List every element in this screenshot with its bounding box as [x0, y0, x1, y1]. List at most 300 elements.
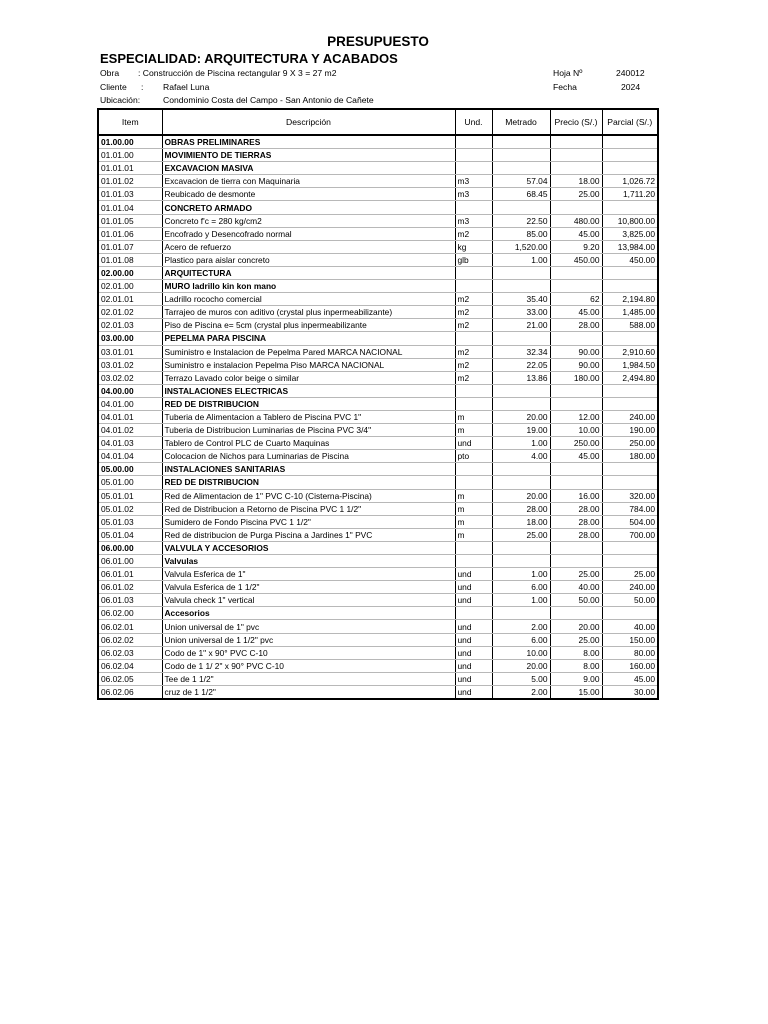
description-cell: Piso de Piscina e= 5cm (crystal plus inpermeabilizante	[162, 319, 455, 332]
unit-cell: m2	[455, 306, 492, 319]
description-cell: Valvula Esferica de 1"	[162, 568, 455, 581]
precio-cell: 450.00	[550, 253, 602, 266]
parcial-cell: 240.00	[602, 410, 658, 423]
metrado-cell	[492, 476, 550, 489]
item-cell: 04.00.00	[98, 384, 162, 397]
metrado-cell: 85.00	[492, 227, 550, 240]
table-row	[98, 646, 658, 659]
item-cell: 02.01.03	[98, 319, 162, 332]
parcial-cell: 1,711.20	[602, 188, 658, 201]
table-row	[98, 476, 658, 489]
item-cell: 06.01.02	[98, 581, 162, 594]
unit-cell: und	[455, 620, 492, 633]
item-cell: 06.01.00	[98, 555, 162, 568]
unit-cell: glb	[455, 253, 492, 266]
unit-cell: und	[455, 685, 492, 699]
table-row	[98, 214, 658, 227]
parcial-cell: 3,825.00	[602, 227, 658, 240]
unit-cell: und	[455, 581, 492, 594]
table-row	[98, 227, 658, 240]
table-row	[98, 410, 658, 423]
description-cell: MURO ladrillo kin kon mano	[162, 280, 455, 293]
item-cell: 06.01.01	[98, 568, 162, 581]
item-cell: 03.02.02	[98, 371, 162, 384]
precio-cell: 90.00	[550, 358, 602, 371]
description-cell: RED DE DISTRIBUCION	[162, 397, 455, 410]
parcial-cell: 450.00	[602, 253, 658, 266]
metrado-cell: 13.86	[492, 371, 550, 384]
description-cell: Red de Distribucion a Retorno de Piscina PVC 1 1/2"	[162, 502, 455, 515]
item-cell: 06.02.05	[98, 672, 162, 685]
description-cell: Valvulas	[162, 555, 455, 568]
cliente-value: Rafael Luna	[163, 82, 210, 92]
metrado-cell: 1.00	[492, 594, 550, 607]
parcial-cell: 45.00	[602, 672, 658, 685]
precio-cell: 8.00	[550, 659, 602, 672]
precio-cell	[550, 397, 602, 410]
table-row	[98, 633, 658, 646]
unit-cell	[455, 541, 492, 554]
unit-cell: und	[455, 659, 492, 672]
precio-cell: 45.00	[550, 306, 602, 319]
unit-cell: m	[455, 489, 492, 502]
precio-cell: 40.00	[550, 581, 602, 594]
parcial-cell: 320.00	[602, 489, 658, 502]
unit-cell	[455, 266, 492, 279]
table-row	[98, 528, 658, 541]
parcial-cell: 588.00	[602, 319, 658, 332]
obra-value: : Construcción de Piscina rectangular 9 X 3 = 27 m2	[138, 68, 337, 78]
cliente-label: Cliente	[100, 82, 127, 92]
precio-cell: 16.00	[550, 489, 602, 502]
unit-cell: m	[455, 424, 492, 437]
description-cell: cruz de 1 1/2"	[162, 685, 455, 699]
metrado-cell: 33.00	[492, 306, 550, 319]
fecha-value: 2024	[621, 82, 641, 92]
parcial-cell: 50.00	[602, 594, 658, 607]
description-cell: Codo de 1 1/ 2" x 90° PVC C-10	[162, 659, 455, 672]
precio-cell: 480.00	[550, 214, 602, 227]
parcial-cell: 240.00	[602, 581, 658, 594]
parcial-cell	[602, 201, 658, 214]
item-cell: 04.01.04	[98, 450, 162, 463]
item-cell: 02.01.00	[98, 280, 162, 293]
metrado-cell: 21.00	[492, 319, 550, 332]
metrado-cell	[492, 149, 550, 162]
table-row	[98, 280, 658, 293]
description-cell: Sumidero de Fondo Piscina PVC 1 1/2"	[162, 515, 455, 528]
table-row	[98, 672, 658, 685]
unit-cell: m2	[455, 293, 492, 306]
table-row	[98, 319, 658, 332]
description-cell: RED DE DISTRIBUCION	[162, 476, 455, 489]
parcial-cell: 150.00	[602, 633, 658, 646]
table-row	[98, 581, 658, 594]
parcial-cell: 784.00	[602, 502, 658, 515]
item-cell: 05.01.01	[98, 489, 162, 502]
precio-cell: 25.00	[550, 188, 602, 201]
column-header-und: Und.	[455, 109, 492, 135]
precio-cell: 10.00	[550, 424, 602, 437]
metrado-cell	[492, 280, 550, 293]
table-row	[98, 240, 658, 253]
unit-cell: m2	[455, 319, 492, 332]
table-row	[98, 502, 658, 515]
precio-cell: 9.20	[550, 240, 602, 253]
table-row	[98, 555, 658, 568]
parcial-cell	[602, 162, 658, 175]
item-cell: 01.01.00	[98, 149, 162, 162]
metrado-cell	[492, 162, 550, 175]
precio-cell: 90.00	[550, 345, 602, 358]
column-header-descripcion: Descripción	[162, 109, 455, 135]
precio-cell: 45.00	[550, 227, 602, 240]
item-cell: 05.01.03	[98, 515, 162, 528]
unit-cell: m3	[455, 188, 492, 201]
table-row	[98, 266, 658, 279]
description-cell: Concreto f'c = 280 kg/cm2	[162, 214, 455, 227]
description-cell: INSTALACIONES SANITARIAS	[162, 463, 455, 476]
table-row	[98, 293, 658, 306]
metrado-cell	[492, 463, 550, 476]
unit-cell	[455, 397, 492, 410]
metrado-cell: 2.00	[492, 685, 550, 699]
precio-cell: 180.00	[550, 371, 602, 384]
metrado-cell: 28.00	[492, 502, 550, 515]
parcial-cell	[602, 332, 658, 345]
table-row	[98, 175, 658, 188]
metrado-cell: 2.00	[492, 620, 550, 633]
description-cell: Ladrillo rococho comercial	[162, 293, 455, 306]
precio-cell	[550, 476, 602, 489]
description-cell: Colocacion de Nichos para Luminarias de Piscina	[162, 450, 455, 463]
metrado-cell: 57.04	[492, 175, 550, 188]
description-cell: Union universal de 1 1/2" pvc	[162, 633, 455, 646]
precio-cell: 25.00	[550, 633, 602, 646]
item-cell: 02.01.02	[98, 306, 162, 319]
unit-cell: m	[455, 528, 492, 541]
item-cell: 05.01.02	[98, 502, 162, 515]
parcial-cell	[602, 555, 658, 568]
column-header-item: Item	[98, 109, 162, 135]
ubicacion-label: Ubicación:	[100, 95, 141, 105]
precio-cell: 28.00	[550, 319, 602, 332]
metrado-cell: 6.00	[492, 633, 550, 646]
item-cell: 06.02.03	[98, 646, 162, 659]
unit-cell	[455, 384, 492, 397]
unit-cell: m	[455, 502, 492, 515]
table-body	[98, 135, 658, 699]
parcial-cell: 700.00	[602, 528, 658, 541]
budget-table	[97, 108, 659, 700]
item-cell: 06.00.00	[98, 541, 162, 554]
precio-cell: 18.00	[550, 175, 602, 188]
precio-cell: 8.00	[550, 646, 602, 659]
unit-cell: pto	[455, 450, 492, 463]
parcial-cell: 1,485.00	[602, 306, 658, 319]
item-cell: 04.01.03	[98, 437, 162, 450]
parcial-cell	[602, 384, 658, 397]
item-cell: 04.01.00	[98, 397, 162, 410]
unit-cell	[455, 555, 492, 568]
description-cell: Encofrado y Desencofrado normal	[162, 227, 455, 240]
parcial-cell: 2,494.80	[602, 371, 658, 384]
description-cell: Tablero de Control PLC de Cuarto Maquinas	[162, 437, 455, 450]
unit-cell: m	[455, 410, 492, 423]
description-cell: PEPELMA PARA PISCINA	[162, 332, 455, 345]
precio-cell: 62	[550, 293, 602, 306]
cliente-separator: :	[141, 82, 144, 92]
unit-cell: m2	[455, 227, 492, 240]
table-row	[98, 149, 658, 162]
precio-cell	[550, 332, 602, 345]
parcial-cell: 190.00	[602, 424, 658, 437]
metrado-cell: 10.00	[492, 646, 550, 659]
table-row	[98, 594, 658, 607]
metrado-cell: 1.00	[492, 253, 550, 266]
description-cell: Accesorios	[162, 607, 455, 620]
table-row	[98, 489, 658, 502]
metrado-cell: 20.00	[492, 489, 550, 502]
parcial-cell: 2,194.80	[602, 293, 658, 306]
unit-cell	[455, 201, 492, 214]
table-row	[98, 620, 658, 633]
fecha-label: Fecha	[553, 82, 577, 92]
description-cell: Terrazo Lavado color beige o similar	[162, 371, 455, 384]
metrado-cell: 1.00	[492, 568, 550, 581]
parcial-cell: 180.00	[602, 450, 658, 463]
metrado-cell: 6.00	[492, 581, 550, 594]
metrado-cell: 68.45	[492, 188, 550, 201]
item-cell: 01.01.01	[98, 162, 162, 175]
table-row	[98, 162, 658, 175]
item-cell: 06.02.01	[98, 620, 162, 633]
unit-cell: m2	[455, 358, 492, 371]
description-cell: OBRAS PRELIMINARES	[162, 135, 455, 149]
precio-cell: 12.00	[550, 410, 602, 423]
metrado-cell: 35.40	[492, 293, 550, 306]
precio-cell: 28.00	[550, 528, 602, 541]
precio-cell: 250.00	[550, 437, 602, 450]
document-title: PRESUPUESTO	[327, 34, 429, 49]
metrado-cell: 32.34	[492, 345, 550, 358]
item-cell: 01.01.04	[98, 201, 162, 214]
parcial-cell	[602, 266, 658, 279]
parcial-cell	[602, 397, 658, 410]
table-row	[98, 541, 658, 554]
parcial-cell: 10,800.00	[602, 214, 658, 227]
parcial-cell	[602, 149, 658, 162]
unit-cell: und	[455, 437, 492, 450]
item-cell: 06.02.06	[98, 685, 162, 699]
precio-cell: 9.00	[550, 672, 602, 685]
table-row	[98, 685, 658, 699]
metrado-cell: 5.00	[492, 672, 550, 685]
description-cell: MOVIMIENTO DE TIERRAS	[162, 149, 455, 162]
table-row	[98, 607, 658, 620]
precio-cell	[550, 162, 602, 175]
unit-cell	[455, 463, 492, 476]
description-cell: Plastico para aislar concreto	[162, 253, 455, 266]
unit-cell: und	[455, 672, 492, 685]
unit-cell	[455, 280, 492, 293]
description-cell: Red de Alimentacion de 1" PVC C-10 (Cisterna-Piscina)	[162, 489, 455, 502]
description-cell: VALVULA Y ACCESORIOS	[162, 541, 455, 554]
metrado-cell	[492, 607, 550, 620]
description-cell: Codo de 1" x 90° PVC C-10	[162, 646, 455, 659]
obra-label: Obra	[100, 68, 120, 78]
item-cell: 01.00.00	[98, 135, 162, 149]
table-row	[98, 384, 658, 397]
table-row	[98, 188, 658, 201]
precio-cell: 28.00	[550, 515, 602, 528]
table-row	[98, 424, 658, 437]
unit-cell	[455, 135, 492, 149]
description-cell: Tee de 1 1/2"	[162, 672, 455, 685]
unit-cell: und	[455, 646, 492, 659]
metrado-cell: 1,520.00	[492, 240, 550, 253]
parcial-cell: 40.00	[602, 620, 658, 633]
metrado-cell: 20.00	[492, 410, 550, 423]
table-row	[98, 332, 658, 345]
parcial-cell	[602, 541, 658, 554]
table-row	[98, 568, 658, 581]
item-cell: 03.01.02	[98, 358, 162, 371]
table-row	[98, 135, 658, 149]
parcial-cell: 30.00	[602, 685, 658, 699]
metrado-cell: 20.00	[492, 659, 550, 672]
description-cell: Union universal de 1" pvc	[162, 620, 455, 633]
item-cell: 05.01.04	[98, 528, 162, 541]
item-cell: 06.02.04	[98, 659, 162, 672]
precio-cell	[550, 266, 602, 279]
precio-cell	[550, 135, 602, 149]
metrado-cell	[492, 555, 550, 568]
unit-cell: m2	[455, 371, 492, 384]
precio-cell	[550, 463, 602, 476]
table-row	[98, 515, 658, 528]
table-row	[98, 397, 658, 410]
precio-cell	[550, 201, 602, 214]
item-cell: 06.02.02	[98, 633, 162, 646]
item-cell: 04.01.02	[98, 424, 162, 437]
description-cell: Suministro e instalacion Pepelma Piso MARCA NACIONAL	[162, 358, 455, 371]
unit-cell	[455, 149, 492, 162]
precio-cell: 25.00	[550, 568, 602, 581]
precio-cell: 50.00	[550, 594, 602, 607]
table-row	[98, 463, 658, 476]
item-cell: 01.01.07	[98, 240, 162, 253]
unit-cell	[455, 476, 492, 489]
unit-cell: und	[455, 633, 492, 646]
unit-cell: und	[455, 568, 492, 581]
metrado-cell: 22.50	[492, 214, 550, 227]
item-cell: 01.01.03	[98, 188, 162, 201]
description-cell: EXCAVACION MASIVA	[162, 162, 455, 175]
item-cell: 01.01.05	[98, 214, 162, 227]
parcial-cell: 160.00	[602, 659, 658, 672]
parcial-cell	[602, 280, 658, 293]
unit-cell: m	[455, 515, 492, 528]
item-cell: 03.00.00	[98, 332, 162, 345]
table-row	[98, 659, 658, 672]
unit-cell	[455, 162, 492, 175]
item-cell: 06.01.03	[98, 594, 162, 607]
hoja-value: 240012	[616, 68, 645, 78]
table-row	[98, 306, 658, 319]
description-cell: Excavacion de tierra con Maquinaria	[162, 175, 455, 188]
parcial-cell: 13,984.00	[602, 240, 658, 253]
precio-cell	[550, 541, 602, 554]
description-cell: Valvula Esferica de 1 1/2"	[162, 581, 455, 594]
precio-cell: 15.00	[550, 685, 602, 699]
item-cell: 04.01.01	[98, 410, 162, 423]
description-cell: Tuberia de Alimentacion a Tablero de Piscina PVC 1"	[162, 410, 455, 423]
unit-cell: m3	[455, 175, 492, 188]
metrado-cell: 1.00	[492, 437, 550, 450]
precio-cell	[550, 555, 602, 568]
metrado-cell: 19.00	[492, 424, 550, 437]
parcial-cell	[602, 607, 658, 620]
parcial-cell	[602, 135, 658, 149]
table-row	[98, 253, 658, 266]
description-cell: Valvula check 1" vertical	[162, 594, 455, 607]
item-cell: 06.02.00	[98, 607, 162, 620]
parcial-cell: 2,910.60	[602, 345, 658, 358]
table-row	[98, 201, 658, 214]
metrado-cell	[492, 201, 550, 214]
ubicacion-value: Condominio Costa del Campo - San Antonio de Cañete	[163, 95, 374, 105]
description-cell: Acero de refuerzo	[162, 240, 455, 253]
precio-cell	[550, 607, 602, 620]
parcial-cell: 250.00	[602, 437, 658, 450]
description-cell: Suministro e Instalacion de Pepelma Pared MARCA NACIONAL	[162, 345, 455, 358]
precio-cell: 45.00	[550, 450, 602, 463]
unit-cell: m2	[455, 345, 492, 358]
unit-cell	[455, 332, 492, 345]
column-header-precio: Precio (S/.)	[550, 109, 602, 135]
table-row	[98, 437, 658, 450]
hoja-label: Hoja Nº	[553, 68, 583, 78]
metrado-cell: 18.00	[492, 515, 550, 528]
table-row	[98, 345, 658, 358]
unit-cell: m3	[455, 214, 492, 227]
item-cell: 02.00.00	[98, 266, 162, 279]
item-cell: 01.01.02	[98, 175, 162, 188]
parcial-cell: 25.00	[602, 568, 658, 581]
table-row	[98, 371, 658, 384]
table-row	[98, 450, 658, 463]
description-cell: Tuberia de Distribucion Luminarias de Piscina PVC 3/4"	[162, 424, 455, 437]
column-header-parcial: Parcial (S/.)	[602, 109, 658, 135]
item-cell: 05.00.00	[98, 463, 162, 476]
description-cell: CONCRETO ARMADO	[162, 201, 455, 214]
table-header-row	[98, 109, 658, 135]
table-row	[98, 358, 658, 371]
metrado-cell	[492, 266, 550, 279]
unit-cell: kg	[455, 240, 492, 253]
precio-cell	[550, 149, 602, 162]
description-cell: Red de distribucion de Purga Piscina a Jardines 1" PVC	[162, 528, 455, 541]
document-subtitle: ESPECIALIDAD: ARQUITECTURA Y ACABADOS	[100, 51, 398, 66]
parcial-cell	[602, 476, 658, 489]
item-cell: 03.01.01	[98, 345, 162, 358]
metrado-cell: 22.05	[492, 358, 550, 371]
metrado-cell: 25.00	[492, 528, 550, 541]
column-header-metrado: Metrado	[492, 109, 550, 135]
parcial-cell	[602, 463, 658, 476]
parcial-cell: 1,984.50	[602, 358, 658, 371]
